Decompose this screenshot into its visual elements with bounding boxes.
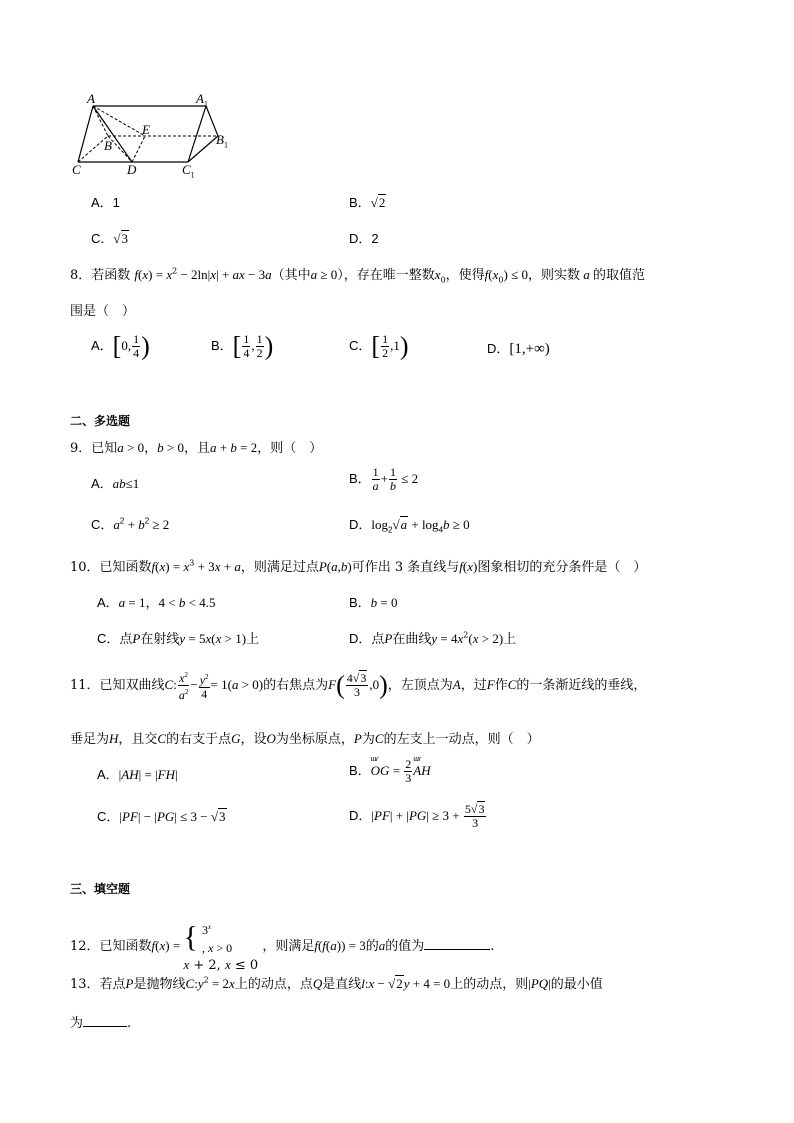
q8-text5: 的取值范 [593, 268, 646, 283]
q9-option-b[interactable]: B． $\frac{1}{a}$ + $\frac{1}{b}$ ≤ 2 [349, 465, 419, 493]
q8-option-b-label: B． [211, 337, 233, 353]
q8-function: f [134, 267, 139, 282]
q9-stem-c: ，且 [183, 441, 210, 456]
q11-stem-5: 作 [494, 678, 508, 693]
q9-stem: 9．已知a > 0，b > 0，且a + b = 2，则（ ） [70, 440, 323, 456]
q13-stem: 13．若点P是抛物线$C:y^2 = 2x$上的动点，点Q是直线l:x − √2y + 4 = 0上的动点，则|PQ|的最小值 [70, 975, 603, 992]
q12-end: . [490, 939, 495, 954]
point-A1-sub: 1 [203, 99, 208, 109]
point-B1-label [216, 132, 228, 150]
q10-option-b[interactable]: B．b = 0 [349, 595, 398, 610]
q9-option-d[interactable]: D．$\log_2√a + \log_4b \ge 0$ [349, 517, 470, 535]
q11-stem-line2: 垂足为H，且交C的右支于点G，设O为坐标原点，P为C的左支上一动点，则（ ） [70, 731, 540, 747]
q10-stem-4: 图象相切的充分条件是（ ） [477, 560, 647, 575]
point-B1-sub: 1 [223, 140, 228, 150]
vector-AH: ɯɾ AH [413, 753, 431, 778]
q13-stem-2: 是抛物线 [133, 977, 186, 992]
q9-option-c[interactable]: C．$a^2 + b^2 \ge 2$ [91, 516, 170, 532]
q9-option-d-label: D． [349, 517, 372, 532]
q7-option-b[interactable] [349, 192, 386, 211]
sqrt-sign: √ [113, 231, 121, 246]
q12-stem-4: 的值为 [385, 939, 425, 954]
q11-line2-e: 为坐标原点， [275, 732, 354, 747]
q8-text2: ），存在唯一整数 [337, 268, 435, 283]
section-fill-blank-title: 三、填空题 [70, 882, 131, 896]
q10-option-c[interactable]: C．点P在射线y = 5x(x > 1)上 [97, 631, 260, 647]
q8-option-c[interactable]: C．[ $\frac{1}{2}$ ,1) [349, 331, 409, 361]
q13-stem-3: 上的动点，点 [234, 977, 313, 992]
q11-line2-a: 垂足为 [70, 732, 110, 747]
q8-text3: ，使得 [445, 268, 485, 283]
q9-stem-b: ， [144, 441, 158, 456]
q8-option-c-label: C． [349, 337, 372, 353]
q10-option-d[interactable]: D．点P在曲线$y = 4x^2(x > 2)$上 [349, 630, 517, 647]
q11-stem-2: 的右焦点为 [263, 678, 329, 693]
q13-answer-blank[interactable] [83, 1014, 127, 1027]
q13-end: . [127, 1016, 132, 1031]
q13-stem-4: 是直线 [322, 977, 362, 992]
q10-option-a[interactable]: A．a = 1，4 < b < 4.5 [97, 595, 216, 610]
q10-stem-3: 可作出 3 条直线与 [351, 560, 460, 575]
q11-stem-3: ，左顶点为 [387, 678, 453, 693]
q7-option-c-value: 3 [121, 231, 129, 246]
q8-option-b[interactable]: B．[ $\frac{1}{4}$ , $\frac{1}{2}$ ) [211, 331, 274, 361]
q10-option-c-label: C．点 [97, 631, 133, 646]
q8-text4: ，则实数 [527, 268, 580, 283]
q11-option-c-label: C． [97, 809, 120, 824]
point-C-label: C [72, 162, 81, 177]
q9-option-a-label: A． [91, 476, 113, 491]
point-E-label: E [142, 122, 150, 137]
q10-option-c-mid: 在射线 [140, 632, 180, 647]
q8-option-d-label: D． [487, 341, 510, 356]
q11-stem-4: ，过 [460, 678, 487, 693]
section-multiple-choice-title: 二、多选题 [70, 414, 131, 428]
q9-option-b-label: B． [349, 470, 371, 486]
point-B1-base: B [216, 132, 224, 147]
q11-line2-f: 为 [361, 732, 375, 747]
q10-option-a-label: A． [97, 595, 119, 610]
q11-line2-c: 的右支于点 [166, 732, 232, 747]
q7-option-a[interactable]: A．1 [91, 195, 120, 210]
q7-option-d[interactable]: D．2 [349, 231, 379, 246]
q10-option-c-end: 上 [246, 632, 260, 647]
q8-text1: （其中 [271, 268, 311, 283]
q9-option-c-label: C． [91, 517, 114, 532]
q13-line2: 为 [70, 1016, 84, 1031]
point-D-label: D [127, 162, 137, 177]
q9-stem-a: 9．已知 [70, 441, 118, 456]
q8-option-a[interactable]: A．[0, $\frac{1}{4}$ ) [91, 331, 150, 361]
q10-option-d-mid: 在曲线 [392, 632, 432, 647]
point-C1-sub: 1 [190, 170, 195, 180]
q10-stem-1: 10．已知函数 [70, 560, 152, 575]
q12-piecewise: { 3$^x$ , x > 0 x + 2, x ≤ 0 [183, 920, 259, 973]
q7-option-b-value: 2 [378, 195, 386, 210]
q8-stem-line2: 围是（ ） [70, 304, 136, 319]
point-A1-base: A [196, 91, 204, 106]
q10-option-d-end: 上 [503, 632, 517, 647]
q11-stem-1: 11．已知双曲线 [70, 678, 165, 693]
q11-option-d[interactable]: D．|PF| + |PG| ≥ 3 + $\frac{5√3}{3}$ [349, 802, 485, 830]
q12-stem-1: 12．已知函数 [70, 939, 152, 954]
q8-option-a-label: A． [91, 337, 113, 353]
q11-line2-g: 的左支上一动点，则（ ） [383, 732, 540, 747]
q8-number: 8．若函数 [70, 268, 131, 283]
q8-option-d[interactable]: D．[1,+∞) [487, 341, 550, 357]
q7-option-b-label: B． [349, 195, 371, 210]
q9-option-a[interactable]: A．ab≤1 [91, 476, 140, 491]
sqrt-sign: √ [370, 195, 378, 210]
q7-option-c[interactable] [91, 228, 129, 247]
point-A1-label [196, 91, 208, 109]
q11-line2-b: ，且交 [118, 732, 158, 747]
q11-stem-6: 的一条渐近线的垂线， [516, 678, 647, 693]
q13-stem-line2 [70, 1012, 131, 1031]
q12-stem: 12．已知函数f(x) = { 3$^x$ , x > 0 x + 2, x ≤ 0 ，则满足f(f(a)) = 3的a的值为 . [70, 919, 494, 974]
q13-stem-5: 上的动点，则 [450, 977, 529, 992]
q11-line2-d: ，设 [240, 732, 267, 747]
vector-OG: ɯɾ OG [370, 753, 390, 778]
q11-option-c[interactable]: C．|PF| − |PG| ≤ 3 − √3 [97, 809, 226, 824]
q11-option-d-label: D． [349, 807, 372, 823]
q12-answer-blank[interactable] [424, 937, 490, 950]
q11-option-a[interactable]: A．|AH| = |FH| [97, 767, 178, 782]
q13-stem-6: 的最小值 [550, 977, 603, 992]
q7-option-c-label: C． [91, 231, 114, 246]
q10-stem-2: ，则满足过点 [240, 560, 319, 575]
point-C1-base: C [182, 162, 191, 177]
point-B-label: B [104, 138, 112, 153]
q11-option-a-label: A． [97, 767, 119, 782]
q12-stem-3: 的 [365, 939, 379, 954]
prism-figure [70, 91, 250, 180]
q11-stem: 11．已知双曲线C: $\frac{x^2}{a^2}$ − $\frac{y^2}{4}$ = 1(a > 0)的右焦点为F( $\frac{4√3}{3}$ ,0)，左顶点为A，过F作C的一条渐近线的垂线， [70, 670, 647, 702]
q13-stem-1: 13．若点 [70, 977, 126, 992]
point-A-label: A [87, 91, 95, 106]
q10-option-b-label: B． [349, 595, 371, 610]
q11-option-b-label: B． [349, 762, 371, 778]
point-C1-label [182, 162, 195, 180]
q10-option-d-label: D．点 [349, 631, 385, 646]
q11-option-b[interactable]: B． ɯɾ OG = $\frac{2}{3}$ ɯɾ AH [349, 753, 431, 785]
q12-stem-2: ，则满足 [262, 939, 315, 954]
q8-stem: 8．若函数 $f(x) = x^2 - 2\ln|x|$ + ax − 3a（其中a ≥ 0），存在唯一整数$x_0$，使得$f(x_0) \le 0$，则实数 a 的取值范 [70, 266, 646, 285]
q10-stem: 10．已知函数$f(x) = x^3 + 3x + a$，则满足过点P(a,b)可作出 3 条直线与f(x)图象相切的充分条件是（ ） [70, 558, 647, 575]
q9-stem-d: ，则（ ） [257, 441, 323, 456]
